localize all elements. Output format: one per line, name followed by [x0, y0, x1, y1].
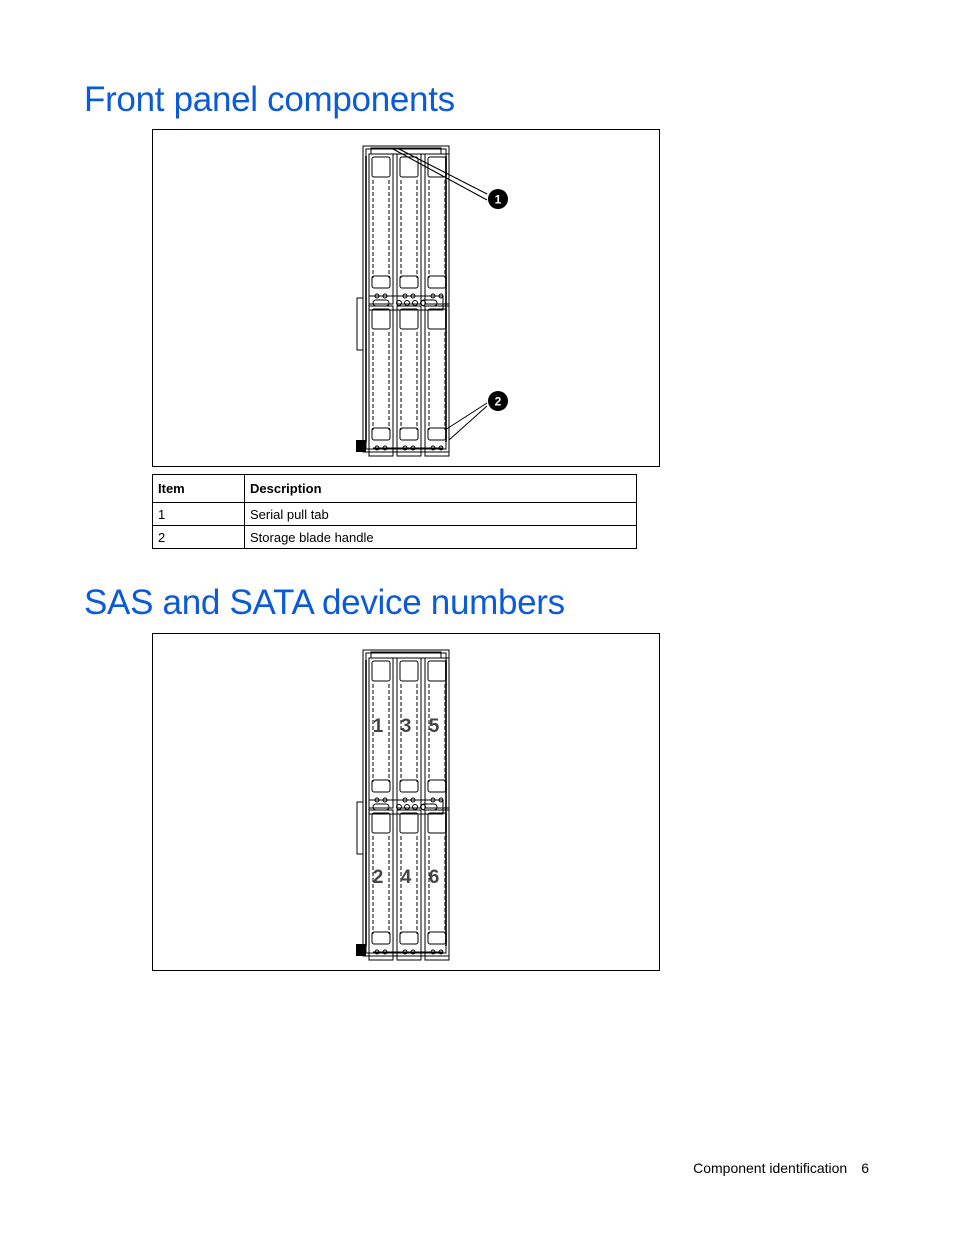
page-footer [693, 1160, 869, 1176]
table-cell-item: 2 [153, 526, 245, 549]
callout-number-2: 2 [494, 394, 502, 409]
table-cell-item: 1 [153, 503, 245, 526]
table-row [153, 503, 637, 526]
table-row [153, 526, 637, 549]
table-cell-description: Storage blade handle [245, 526, 637, 549]
side-rail-left [365, 660, 367, 946]
callout-leader-2b [449, 406, 487, 440]
figure-device-numbers [152, 633, 660, 971]
device-number-2: 2 [372, 867, 384, 888]
table-cell-description: Serial pull tab [245, 503, 637, 526]
blade-chassis [363, 650, 449, 956]
column-header-description: Description [245, 475, 637, 503]
handle-latch [356, 440, 366, 452]
device-number-4: 4 [400, 867, 412, 888]
heading-sas-sata-device-numbers: SAS and SATA device numbers [84, 583, 565, 622]
callout-number-1: 1 [494, 192, 502, 207]
heading-front-panel-components: Front panel components [84, 80, 455, 119]
blade-chassis [363, 146, 449, 452]
device-number-1: 1 [372, 716, 384, 737]
component-table [152, 474, 637, 549]
device-number-5: 5 [428, 716, 440, 737]
callout-leader-1 [399, 149, 487, 194]
blade-illustration-numbered [153, 634, 659, 970]
storage-blade-drawing [356, 146, 449, 456]
handle-latch [356, 944, 366, 956]
page-number: 6 [861, 1160, 869, 1176]
footer-section-title: Component identification [693, 1160, 848, 1176]
column-header-item: Item [153, 475, 245, 503]
table-header-row [153, 475, 637, 503]
storage-blade-drawing [356, 650, 449, 960]
blade-illustration-front [153, 130, 659, 466]
side-rail-left [365, 156, 367, 442]
device-number-6: 6 [428, 867, 440, 888]
callout-leader-2 [445, 403, 487, 430]
figure-front-panel [152, 129, 660, 467]
device-number-3: 3 [400, 716, 412, 737]
